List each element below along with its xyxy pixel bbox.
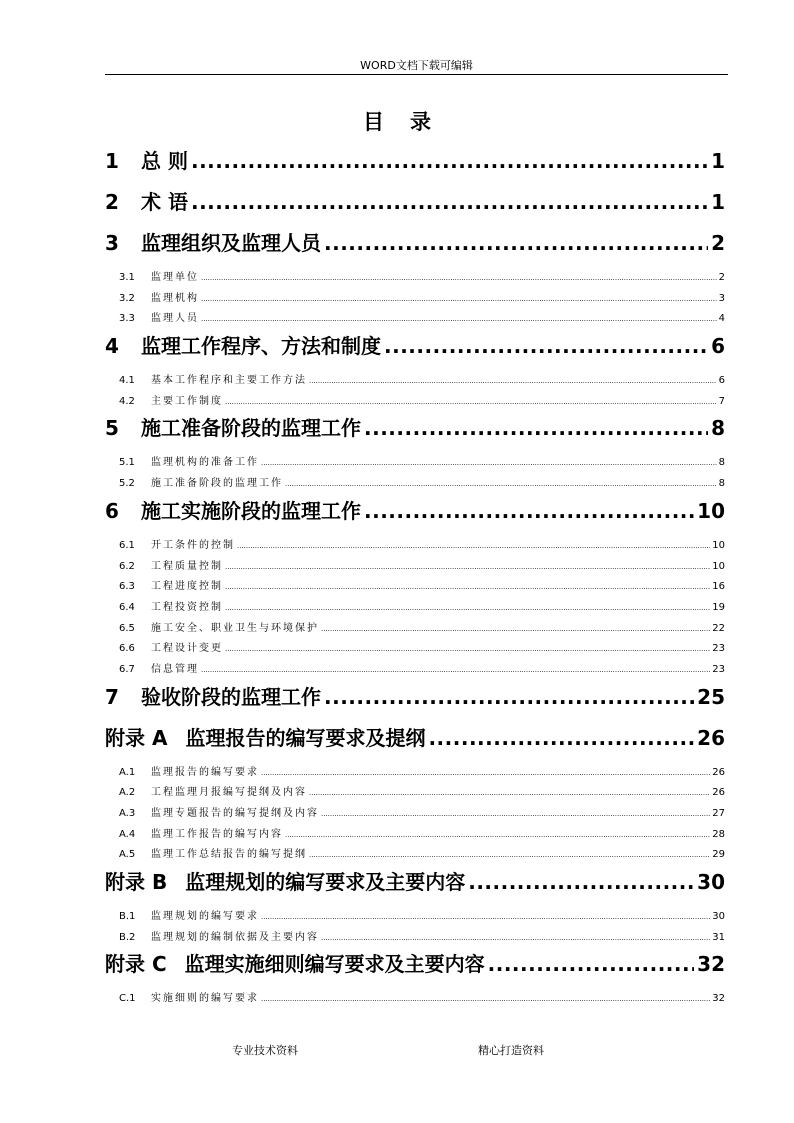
toc-section-entry[interactable] [105, 845, 725, 866]
toc-section-entry[interactable] [105, 907, 725, 928]
toc-leader-dots [225, 598, 710, 619]
toc-entry-number: 2 [105, 190, 119, 214]
toc-entry-number: A.4 [119, 828, 136, 840]
toc-leader-dots [285, 825, 710, 846]
toc-entry-label: 监理规划的编制依据及主要内容 [151, 931, 319, 943]
toc-entry-number: 附录 A [105, 725, 168, 750]
toc-entry-page: 19 [712, 601, 725, 613]
toc-entry-page: 26 [712, 787, 725, 799]
toc-chapter-entry[interactable] [105, 681, 725, 722]
toc-leader-dots [321, 804, 710, 825]
toc-entry-label: 信息管理 [151, 663, 199, 675]
toc-entry-page: 30 [697, 870, 725, 895]
toc-entry-number: 4.1 [119, 375, 135, 387]
toc-entry-number: C.1 [119, 993, 136, 1005]
toc-entry-number: 5 [105, 416, 119, 441]
toc-section-entry[interactable] [105, 639, 725, 660]
toc-entry-page: 6 [711, 334, 725, 359]
toc-chapter-entry[interactable] [105, 412, 725, 453]
toc-entry-label: 监理机构的准备工作 [151, 457, 259, 469]
toc-leader-dots [285, 474, 717, 495]
toc-entry-label: 监理报告的编写要求及提纲 [185, 725, 426, 750]
toc-leader-dots [428, 722, 694, 754]
toc-entry-label: 工程设计变更 [151, 643, 223, 655]
toc-chapter-entry[interactable] [105, 948, 725, 989]
toc-entry-label: 监理单位 [151, 272, 199, 283]
toc-leader-dots [324, 227, 708, 259]
toc-section-entry[interactable] [105, 825, 725, 846]
toc-entry-label: 施工准备阶段的监理工作 [151, 478, 283, 490]
toc-leader-dots [201, 268, 717, 289]
toc-entry-label: 监理工作总结报告的编写提纲 [151, 849, 307, 861]
toc-chapter-entry[interactable] [105, 722, 725, 763]
toc-entry-page: 7 [718, 395, 725, 407]
toc-entry-number: 4 [105, 334, 119, 359]
toc-section-entry[interactable] [105, 536, 725, 557]
toc-entry-label: 监理工作报告的编写内容 [151, 828, 283, 840]
toc-leader-dots [261, 907, 710, 928]
toc-entry-label: 监理机构 [151, 292, 199, 304]
toc-entry-number: 6.3 [119, 581, 135, 593]
toc-leader-dots [364, 412, 708, 444]
toc-section-entry[interactable] [105, 928, 725, 949]
toc-entry-page: 10 [712, 560, 725, 572]
toc-entry-page: 32 [712, 993, 725, 1005]
toc-leader-dots [384, 330, 708, 362]
toc-section-entry[interactable] [105, 783, 725, 804]
toc-entry-page: 23 [712, 643, 725, 655]
toc-entry-label: 开工条件的控制 [151, 539, 235, 551]
toc-leader-dots [225, 577, 710, 598]
toc-entry-page: 32 [697, 952, 725, 977]
toc-entry-page: 8 [718, 478, 725, 490]
toc-entry-page: 2 [718, 272, 725, 283]
page-header: WORD文档下载可编辑 [360, 59, 473, 72]
toc-entry-page: 28 [712, 828, 725, 840]
toc-entry-page: 8 [718, 457, 725, 469]
toc-entry-page: 10 [712, 539, 725, 551]
header-rule [105, 74, 728, 75]
toc-entry-number: 5.2 [119, 478, 135, 490]
toc-entry-label: 监理规划的编写要求及主要内容 [185, 870, 466, 895]
toc-section-entry[interactable] [105, 660, 725, 681]
toc-entry-label: 术 语 [141, 190, 188, 214]
toc-entry-page: 29 [712, 849, 725, 861]
toc-section-entry[interactable] [105, 453, 725, 474]
toc-section-entry[interactable] [105, 619, 725, 640]
toc-entry-label: 主要工作制度 [151, 395, 223, 407]
toc-entry-label: 总 则 [141, 149, 188, 173]
toc-entry-page: 1 [711, 190, 725, 214]
toc-entry-number: 附录 C [105, 952, 167, 977]
toc-entry-label: 施工安全、职业卫生与环境保护 [151, 622, 319, 634]
toc-entry-label: 验收阶段的监理工作 [141, 684, 321, 709]
toc-leader-dots [321, 928, 710, 949]
toc-entry-number: A.2 [119, 787, 136, 799]
toc-entry-page: 6 [718, 375, 725, 387]
toc-entry-page: 23 [712, 663, 725, 675]
toc-entry-label: 基本工作程序和主要工作方法 [151, 375, 307, 387]
toc-entry-label: 监理实施细则编写要求及主要内容 [184, 952, 485, 977]
toc-leader-dots [309, 783, 710, 804]
toc-chapter-entry[interactable] [105, 330, 725, 371]
toc-entry-number: 3.2 [119, 292, 135, 304]
toc-leader-dots [261, 453, 717, 474]
toc-entry-page: 8 [711, 416, 725, 441]
toc-section-entry[interactable] [105, 557, 725, 578]
toc-leader-dots [201, 660, 710, 681]
toc-entry-page: 4 [718, 313, 725, 325]
toc-section-entry[interactable] [105, 309, 725, 330]
toc-entry-number: 6 [105, 498, 119, 523]
toc-entry-label: 监理组织及监理人员 [141, 231, 321, 255]
toc-entry-label: 实施细则的编写要求 [151, 993, 259, 1005]
toc-entry-number: A.1 [119, 766, 136, 778]
toc-leader-dots [237, 536, 710, 557]
toc-entry-number: 6.1 [119, 539, 135, 551]
toc-entry-page: 3 [718, 292, 725, 304]
toc-chapter-entry[interactable] [105, 227, 725, 268]
toc-leader-dots [364, 495, 694, 527]
toc-entry-number: A.5 [119, 849, 136, 861]
toc-leader-dots [225, 392, 717, 413]
toc-entry-number: 1 [105, 149, 119, 173]
toc-leader-dots [261, 989, 710, 1010]
toc-leader-dots [468, 866, 694, 898]
toc-entry-page: 16 [712, 581, 725, 593]
toc-entry-page: 27 [712, 808, 725, 819]
toc-entry-label: 监理规划的编写要求 [151, 911, 259, 923]
toc-leader-dots [191, 145, 708, 177]
toc-entry-number: 6.6 [119, 643, 135, 655]
toc-chapter-entry[interactable] [105, 495, 725, 536]
toc-entry-label: 监理专题报告的编写提纲及内容 [151, 808, 319, 819]
toc-leader-dots [488, 948, 695, 980]
toc-section-entry[interactable] [105, 371, 725, 392]
toc-entry-label: 监理人员 [151, 313, 199, 325]
toc-entry-label: 工程监理月报编写提纲及内容 [151, 787, 307, 799]
toc-leader-dots [309, 845, 710, 866]
toc-entry-number: 6.7 [119, 663, 135, 675]
toc-entry-number: 4.2 [119, 395, 135, 407]
toc-leader-dots [309, 371, 717, 392]
toc-section-entry[interactable] [105, 268, 725, 289]
toc-entry-number: 5.1 [119, 457, 135, 469]
toc-entry-number: 附录 B [105, 870, 168, 895]
toc-title: 目录 [363, 110, 457, 134]
toc-section-entry[interactable] [105, 989, 725, 1010]
toc-section-entry[interactable] [105, 763, 725, 784]
toc-chapter-entry[interactable] [105, 186, 725, 227]
toc-entry-number: 6.4 [119, 601, 135, 613]
toc-entry-number: A.3 [119, 808, 136, 819]
toc-entry-number: 3.1 [119, 272, 135, 283]
toc-entry-page: 31 [712, 931, 725, 943]
toc-entry-page: 2 [711, 231, 725, 255]
toc-entry-label: 工程质量控制 [151, 560, 223, 572]
toc-section-entry[interactable] [105, 577, 725, 598]
toc-entry-label: 监理工作程序、方法和制度 [141, 334, 381, 359]
table-of-contents [105, 145, 725, 1010]
toc-leader-dots [261, 763, 710, 784]
toc-entry-label: 施工准备阶段的监理工作 [141, 416, 361, 441]
toc-entry-page: 25 [697, 684, 725, 709]
toc-chapter-entry[interactable] [105, 145, 725, 186]
toc-chapter-entry[interactable] [105, 866, 725, 907]
toc-leader-dots [191, 186, 708, 218]
toc-section-entry[interactable] [105, 392, 725, 413]
toc-entry-label: 工程进度控制 [151, 581, 223, 593]
toc-entry-number: 7 [105, 684, 119, 709]
toc-leader-dots [201, 309, 717, 330]
toc-entry-label: 监理报告的编写要求 [151, 766, 259, 778]
toc-entry-number: 6.5 [119, 622, 135, 634]
toc-leader-dots [324, 681, 694, 713]
toc-entry-label: 工程投资控制 [151, 601, 223, 613]
toc-entry-page: 26 [712, 766, 725, 778]
toc-section-entry[interactable] [105, 474, 725, 495]
toc-section-entry[interactable] [105, 289, 725, 310]
toc-leader-dots [225, 639, 710, 660]
toc-entry-page: 10 [697, 498, 725, 523]
toc-section-entry[interactable] [105, 804, 725, 825]
toc-section-entry[interactable] [105, 598, 725, 619]
toc-leader-dots [225, 557, 710, 578]
toc-entry-page: 30 [712, 911, 725, 923]
toc-entry-number: 3.3 [119, 313, 135, 325]
footer-left-text: 专业技术资料 [232, 1044, 298, 1057]
toc-entry-label: 施工实施阶段的监理工作 [141, 498, 361, 523]
toc-leader-dots [201, 289, 717, 310]
toc-leader-dots [321, 619, 710, 640]
toc-entry-page: 26 [697, 725, 725, 750]
toc-entry-page: 1 [711, 149, 725, 173]
footer-right-text: 精心打造资料 [478, 1044, 544, 1057]
toc-entry-number: B.2 [119, 931, 136, 943]
toc-entry-page: 22 [712, 622, 725, 634]
toc-entry-number: B.1 [119, 911, 136, 923]
toc-entry-number: 6.2 [119, 560, 135, 572]
toc-entry-number: 3 [105, 231, 119, 255]
